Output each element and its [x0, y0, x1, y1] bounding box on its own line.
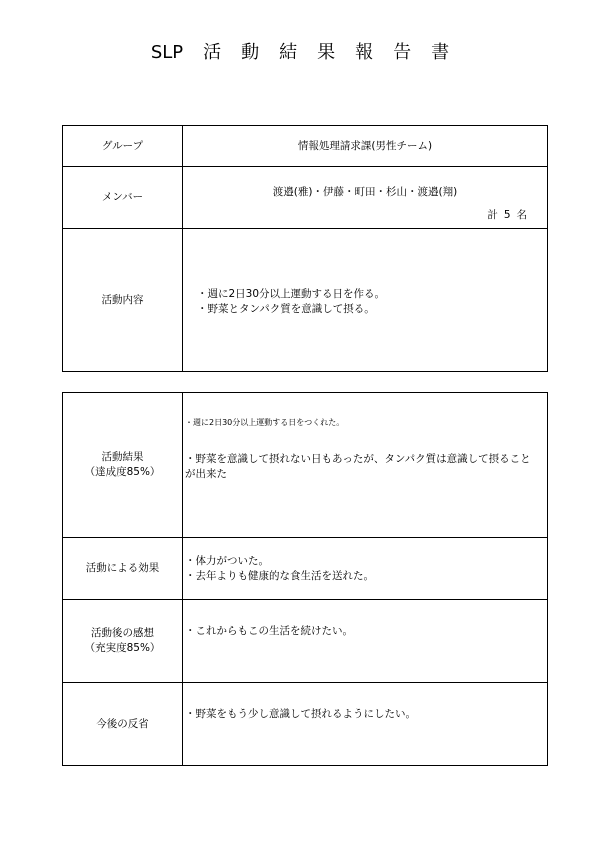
impression-label: 活動後の感想 [91, 627, 154, 639]
impression-sublabel: （充実度85%） [84, 642, 161, 654]
title-char: 書 [431, 42, 450, 63]
activity-cell [183, 229, 548, 372]
result-cell [183, 393, 548, 538]
reflection-row [63, 683, 548, 766]
overview-table [62, 125, 548, 372]
result-label: 活動結果 [101, 451, 144, 463]
title-char: 活 [203, 42, 222, 63]
count-suffix: 名 [516, 208, 527, 221]
impression-cell [183, 600, 548, 683]
members-row [63, 167, 548, 229]
title-char: SLP [150, 42, 184, 63]
title-char: 果 [317, 42, 336, 63]
page-title [0, 38, 600, 64]
impression-label-cell [63, 600, 183, 683]
group-label: グループ [63, 126, 183, 167]
reflection-text: ・野菜をもう少し意識して摂れるようにしたい。 [185, 708, 416, 720]
title-char: 結 [279, 42, 298, 63]
effect-cell [183, 538, 548, 600]
result-sublabel: （達成度85%） [84, 466, 161, 478]
title-char: 報 [355, 42, 374, 63]
members-label: メンバー [63, 167, 183, 229]
activity-item: ・野菜とタンパク質を意識して摂る。 [197, 303, 375, 315]
group-value: 情報処理請求課(男性チーム) [183, 126, 548, 167]
reflection-cell [183, 683, 548, 766]
count-number: 5 [503, 208, 511, 221]
effect-item: ・去年よりも健康的な食生活を送れた。 [185, 569, 374, 582]
results-table [62, 392, 548, 766]
activity-label: 活動内容 [63, 229, 183, 372]
activity-item: ・週に2日30分以上運動する日を作る。 [197, 288, 386, 300]
effect-item: ・体力がついた。 [185, 554, 269, 567]
effect-row [63, 538, 548, 600]
result-label-cell [63, 393, 183, 538]
result-item: ・週に2日30分以上運動する日をつくれた。 [185, 418, 345, 427]
result-item: ・野菜を意識して摂れない日もあったが、タンパク質は意識して摂ることが出来た [185, 453, 531, 480]
impression-row [63, 600, 548, 683]
reflection-label: 今後の反省 [63, 683, 183, 766]
members-cell [183, 167, 548, 229]
group-row [63, 126, 548, 167]
title-char: 告 [393, 42, 412, 63]
member-count [481, 208, 527, 223]
members-value: 渡邉(雅)・伊藤・町田・杉山・渡邉(翔) [272, 185, 458, 198]
title-char: 動 [241, 42, 260, 63]
effect-label: 活動による効果 [63, 538, 183, 600]
impression-text: ・これからもこの生活を続けたい。 [185, 625, 353, 637]
result-row [63, 393, 548, 538]
count-prefix: 計 [487, 208, 498, 221]
activity-row [63, 229, 548, 372]
